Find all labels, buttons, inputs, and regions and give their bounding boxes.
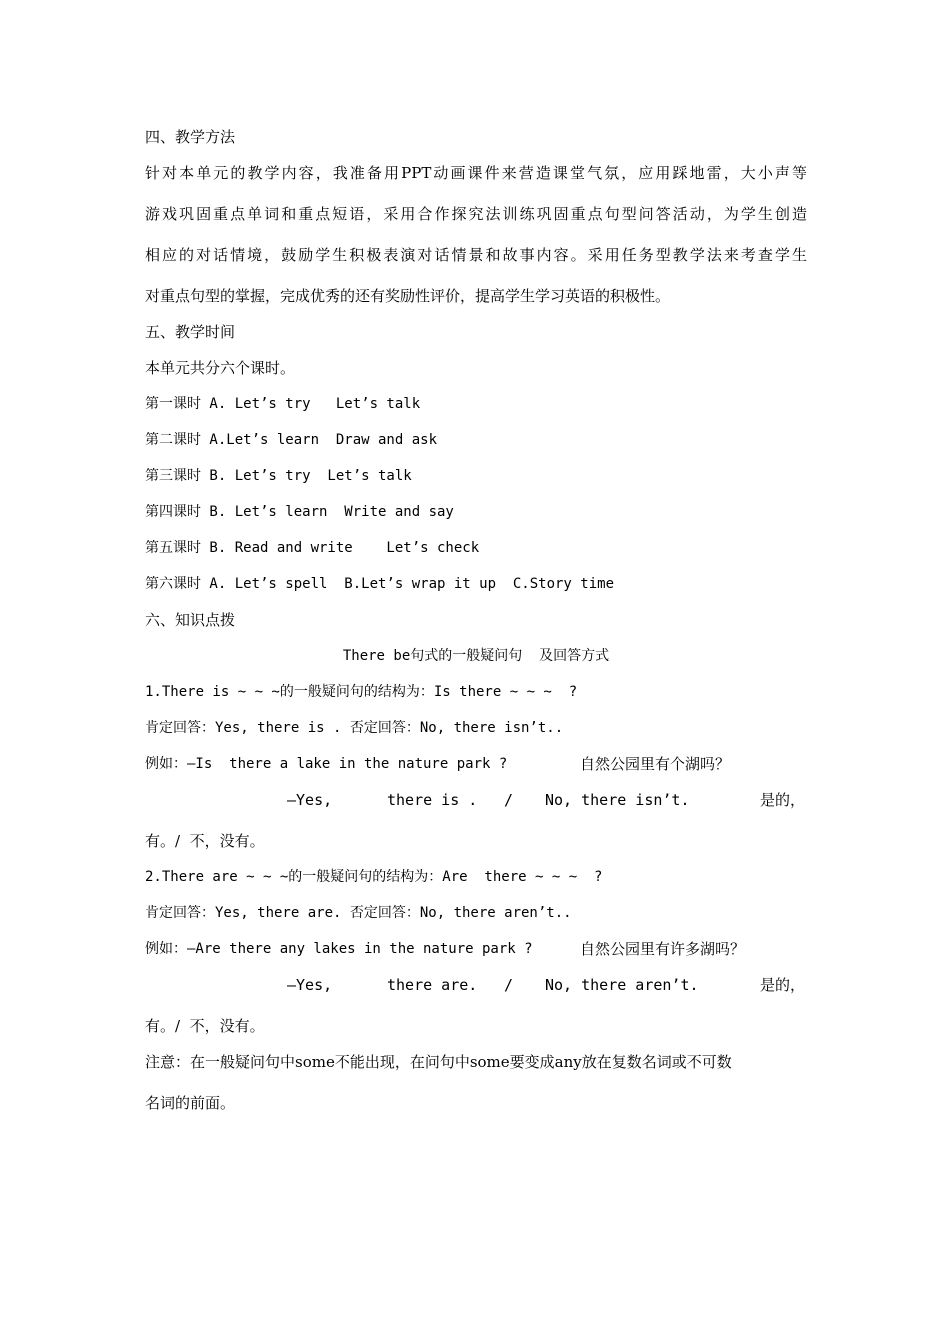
example-answer-translation: 是的， xyxy=(760,791,806,809)
example-answer-slash: / xyxy=(504,791,514,809)
example-answer-translation: 是的， xyxy=(760,976,806,994)
note-line: 名词的前面。 xyxy=(145,1094,236,1112)
subtitle: There be句式的一般疑问句 及回答方式 xyxy=(342,648,610,664)
example-answer-mid: there are. xyxy=(387,976,478,994)
example-answer-no: No, there aren’t. xyxy=(545,976,699,994)
example-answer-mid: there is . xyxy=(387,791,478,809)
lesson-item: 第五课时 B. Read and write Let’s check xyxy=(145,540,480,556)
structure-rule: 1.There is ~ ~ ~的一般疑问句的结构为：Is there ~ ~ ~ ? xyxy=(145,684,578,700)
example-answer-yes: —Yes, xyxy=(287,976,333,994)
example-question: 例如：—Are there any lakes in the nature park ? xyxy=(145,941,533,957)
structure-rule: 2.There are ~ ~ ~的一般疑问句的结构为：Are there ~ ~ ~ ? xyxy=(145,869,603,885)
lesson-item: 第二课时 A.Let’s learn Draw and ask xyxy=(145,432,438,448)
lesson-item: 第四课时 B. Let’s learn Write and say xyxy=(145,504,454,520)
answer-rule: 肯定回答：Yes, there are. 否定回答：No, there aren’t.. xyxy=(145,905,572,921)
note-line: 注意：在一般疑问句中some不能出现，在问句中some要变成any放在复数名词或不可数 xyxy=(145,1053,732,1071)
example-question: 例如：—Is there a lake in the nature park ? xyxy=(145,756,508,772)
section-heading-teaching-method: 四、教学方法 xyxy=(145,128,236,146)
lesson-item: 第一课时 A. Let’s try Let’s talk xyxy=(145,396,421,412)
lesson-item: 第三课时 B. Let’s try Let’s talk xyxy=(145,468,412,484)
paragraph-line: 对重点句型的掌握，完成优秀的还有奖励性评价，提高学生学习英语的积极性。 xyxy=(145,287,671,305)
example-question-translation: 自然公园里有许多湖吗？ xyxy=(580,940,746,958)
section-heading-teaching-time: 五、教学时间 xyxy=(145,323,236,341)
paragraph-line: 相应的对话情境，鼓励学生积极表演对话情景和故事内容。采用任务型教学法来考查学生 xyxy=(145,246,807,264)
example-answer-slash: / xyxy=(504,976,514,994)
section-heading-knowledge-points: 六、知识点拨 xyxy=(145,611,236,629)
example-answer-no: No, there isn’t. xyxy=(545,791,690,809)
example-answer-translation-cont: 有。/ 不，没有。 xyxy=(145,1017,265,1035)
paragraph-line: 针对本单元的教学内容，我准备用PPT动画课件来营造课堂气氛，应用踩地雷，大小声等 xyxy=(145,164,807,182)
answer-rule: 肯定回答：Yes, there is . 否定回答：No, there isn’t.. xyxy=(145,720,564,736)
example-question-translation: 自然公园里有个湖吗？ xyxy=(580,755,731,773)
lesson-item: 第六课时 A. Let’s spell B.Let’s wrap it up C.Story time xyxy=(145,576,615,592)
lesson-intro: 本单元共分六个课时。 xyxy=(145,359,296,377)
paragraph-line: 游戏巩固重点单词和重点短语，采用合作探究法训练巩固重点句型问答活动，为学生创造 xyxy=(145,205,807,223)
example-answer-translation-cont: 有。/ 不，没有。 xyxy=(145,832,265,850)
example-answer-yes: —Yes, xyxy=(287,791,333,809)
